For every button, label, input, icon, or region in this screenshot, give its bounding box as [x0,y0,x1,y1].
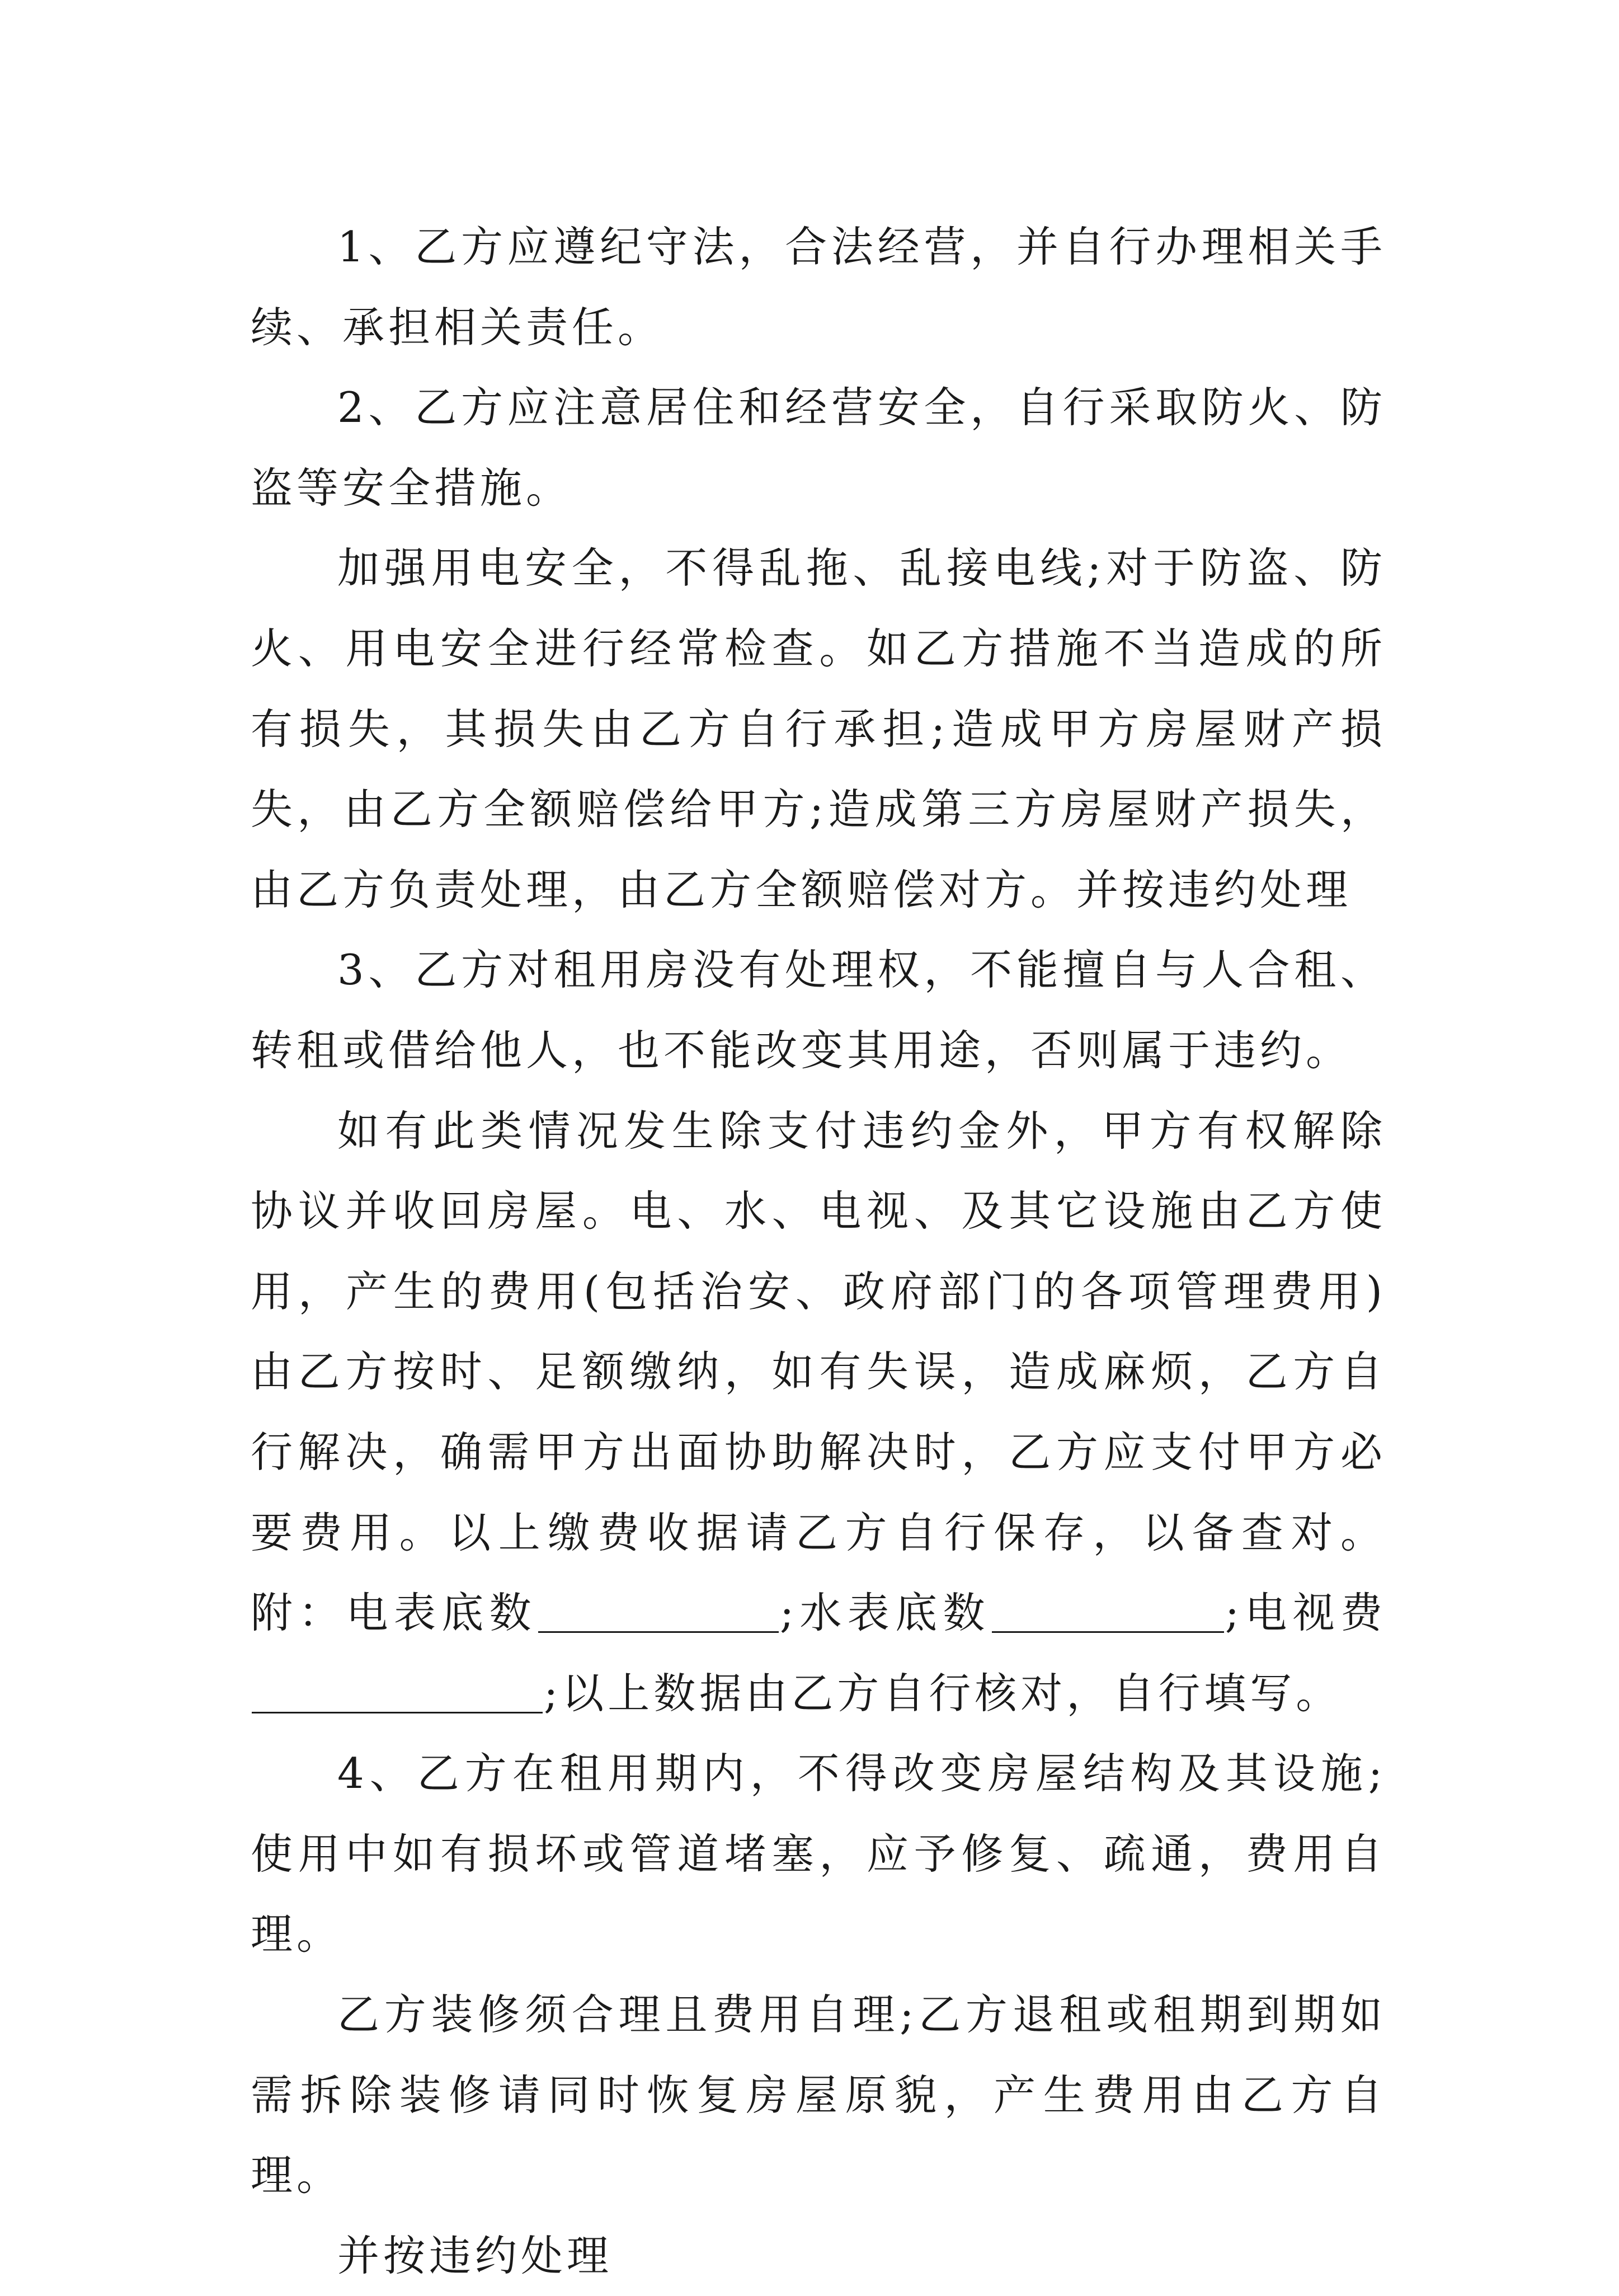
clause-2-paragraph: 2、乙方应注意居住和经营安全，自行采取防火、防盗等安全措施。 [251,383,1386,513]
electric-safety-paragraph: 加强用电安全，不得乱拖、乱接电线;对于防盗、防火、用电安全进行经常检查。如乙方措施不当造成的所有损失，其损失由乙方自行承担;造成甲方房屋财产损失，由乙方全额赔偿给甲方;造成第三方房屋财产损失，由乙方负责处理，由乙方全额赔偿对方。并按违约处理 [251,543,1386,914]
electric-meter-blank[interactable] [538,1597,779,1633]
clause-4-paragraph: 4、乙方在租用期内，不得改变房屋结构及其设施;使用中如有损坏或管道堵塞，应予修复、疏通，费用自理。 [251,1749,1386,1959]
renovation-paragraph: 乙方装修须合理且费用自理;乙方退租或租期到期如需拆除装修请同时恢复房屋原貌，产生费用由乙方自理。 [251,1990,1386,2200]
fees-text-b: ;水表底数 [779,1588,991,1638]
fees-text-c: ;电视费 [1225,1588,1386,1638]
fees-paragraph [251,1091,1386,1734]
fees-text-d: ;以上数据由乙方自行核对，自行填写。 [544,1668,1342,1718]
breach-note-paragraph: 并按违约处理 [337,2231,613,2280]
document-body [251,207,1386,2296]
clause-3-paragraph: 3、乙方对租用房没有处理权，不能擅自与人合租、转租或借给他人，也不能改变其用途，否则属于违约。 [251,945,1386,1075]
water-meter-blank[interactable] [992,1597,1224,1633]
tv-fee-blank[interactable] [252,1677,543,1713]
fees-text-a: 如有此类情况发生除支付违约金外，甲方有权解除协议并收回房屋。电、水、电视、及其它设施由乙方使用，产生的费用(包括治安、政府部门的各项管理费用)由乙方按时、足额缴纳，如有失误，造成麻烦，乙方自行解决，确需甲方出面协助解决时，乙方应支付甲方必要费用。以上缴费收据请乙方自行保存，以备查对。附：电表底数 [251,1106,1386,1638]
clause-1-paragraph: 1、乙方应遵纪守法，合法经营，并自行办理相关手续、承担相关责任。 [251,222,1386,352]
